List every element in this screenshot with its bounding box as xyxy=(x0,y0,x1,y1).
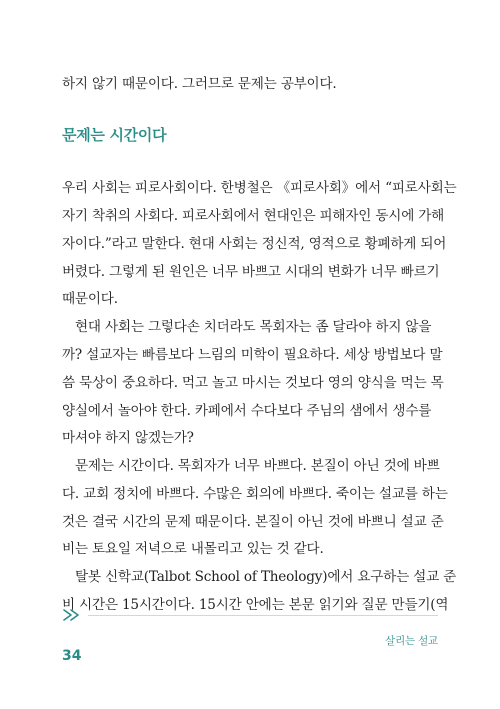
body-line-9: 씀 묵상이 중요하다. 먹고 놀고 마시는 것보다 영의 양식을 먹는 목 xyxy=(62,375,444,391)
body-line-15: 비는 토요일 저녁으로 내몰리고 있는 것 같다. xyxy=(62,541,324,557)
body-line-8: 까? 설교자는 빠름보다 느림의 미학이 필요하다. 세상 방법보다 말 xyxy=(62,347,443,363)
body-line-10: 양실에서 놀아야 한다. 카페에서 수다보다 주님의 샘에서 생수를 xyxy=(62,403,432,419)
body-line-5: 버렸다. 그렇게 된 원인은 너무 바쁘고 시대의 변화가 너무 빠르기 xyxy=(62,264,440,280)
body-line-2: 우리 사회는 피로사회이다. 한병철은 《피로사회》에서 “피로사회는 xyxy=(62,180,457,196)
section-heading: 문제는 시간이다 xyxy=(62,126,167,144)
page-number: 34 xyxy=(62,648,82,664)
body-line-3: 자기 착취의 사회다. 피로사회에서 현대인은 피해자인 동시에 가해 xyxy=(62,208,445,224)
body-line-1: 하지 않기 때문이다. 그러므로 문제는 공부이다. xyxy=(62,76,337,92)
body-line-4: 자이다.”라고 말한다. 현대 사회는 정신적, 영적으로 황폐하게 되어 xyxy=(62,236,447,252)
body-line-7: 현대 사회는 그렇다손 치더라도 목회자는 좀 달라야 하지 않을 xyxy=(75,319,432,335)
body-line-6: 때문이다. xyxy=(62,291,118,307)
footer-divider xyxy=(88,615,438,616)
body-line-11: 마셔야 하지 않겠는가? xyxy=(62,430,194,446)
body-line-17: 비 시간은 15시간이다. 15시간 안에는 본문 읽기와 질문 만들기(역 xyxy=(62,597,449,613)
running-footer-book-title: 살리는 설교 xyxy=(385,635,438,647)
double-chevron-icon xyxy=(62,608,84,622)
body-line-14: 것은 결국 시간의 문제 때문이다. 본질이 아닌 것에 바쁘니 설교 준 xyxy=(62,514,444,530)
body-line-12: 문제는 시간이다. 목회자가 너무 바쁘다. 본질이 아닌 것에 바쁘 xyxy=(75,458,440,474)
body-line-13: 다. 교회 정치에 바쁘다. 수많은 회의에 바쁘다. 죽이는 설교를 하는 xyxy=(62,486,448,502)
body-line-16: 탈봇 신학교(Talbot School of Theology)에서 요구하는 설교 준 xyxy=(75,569,457,585)
